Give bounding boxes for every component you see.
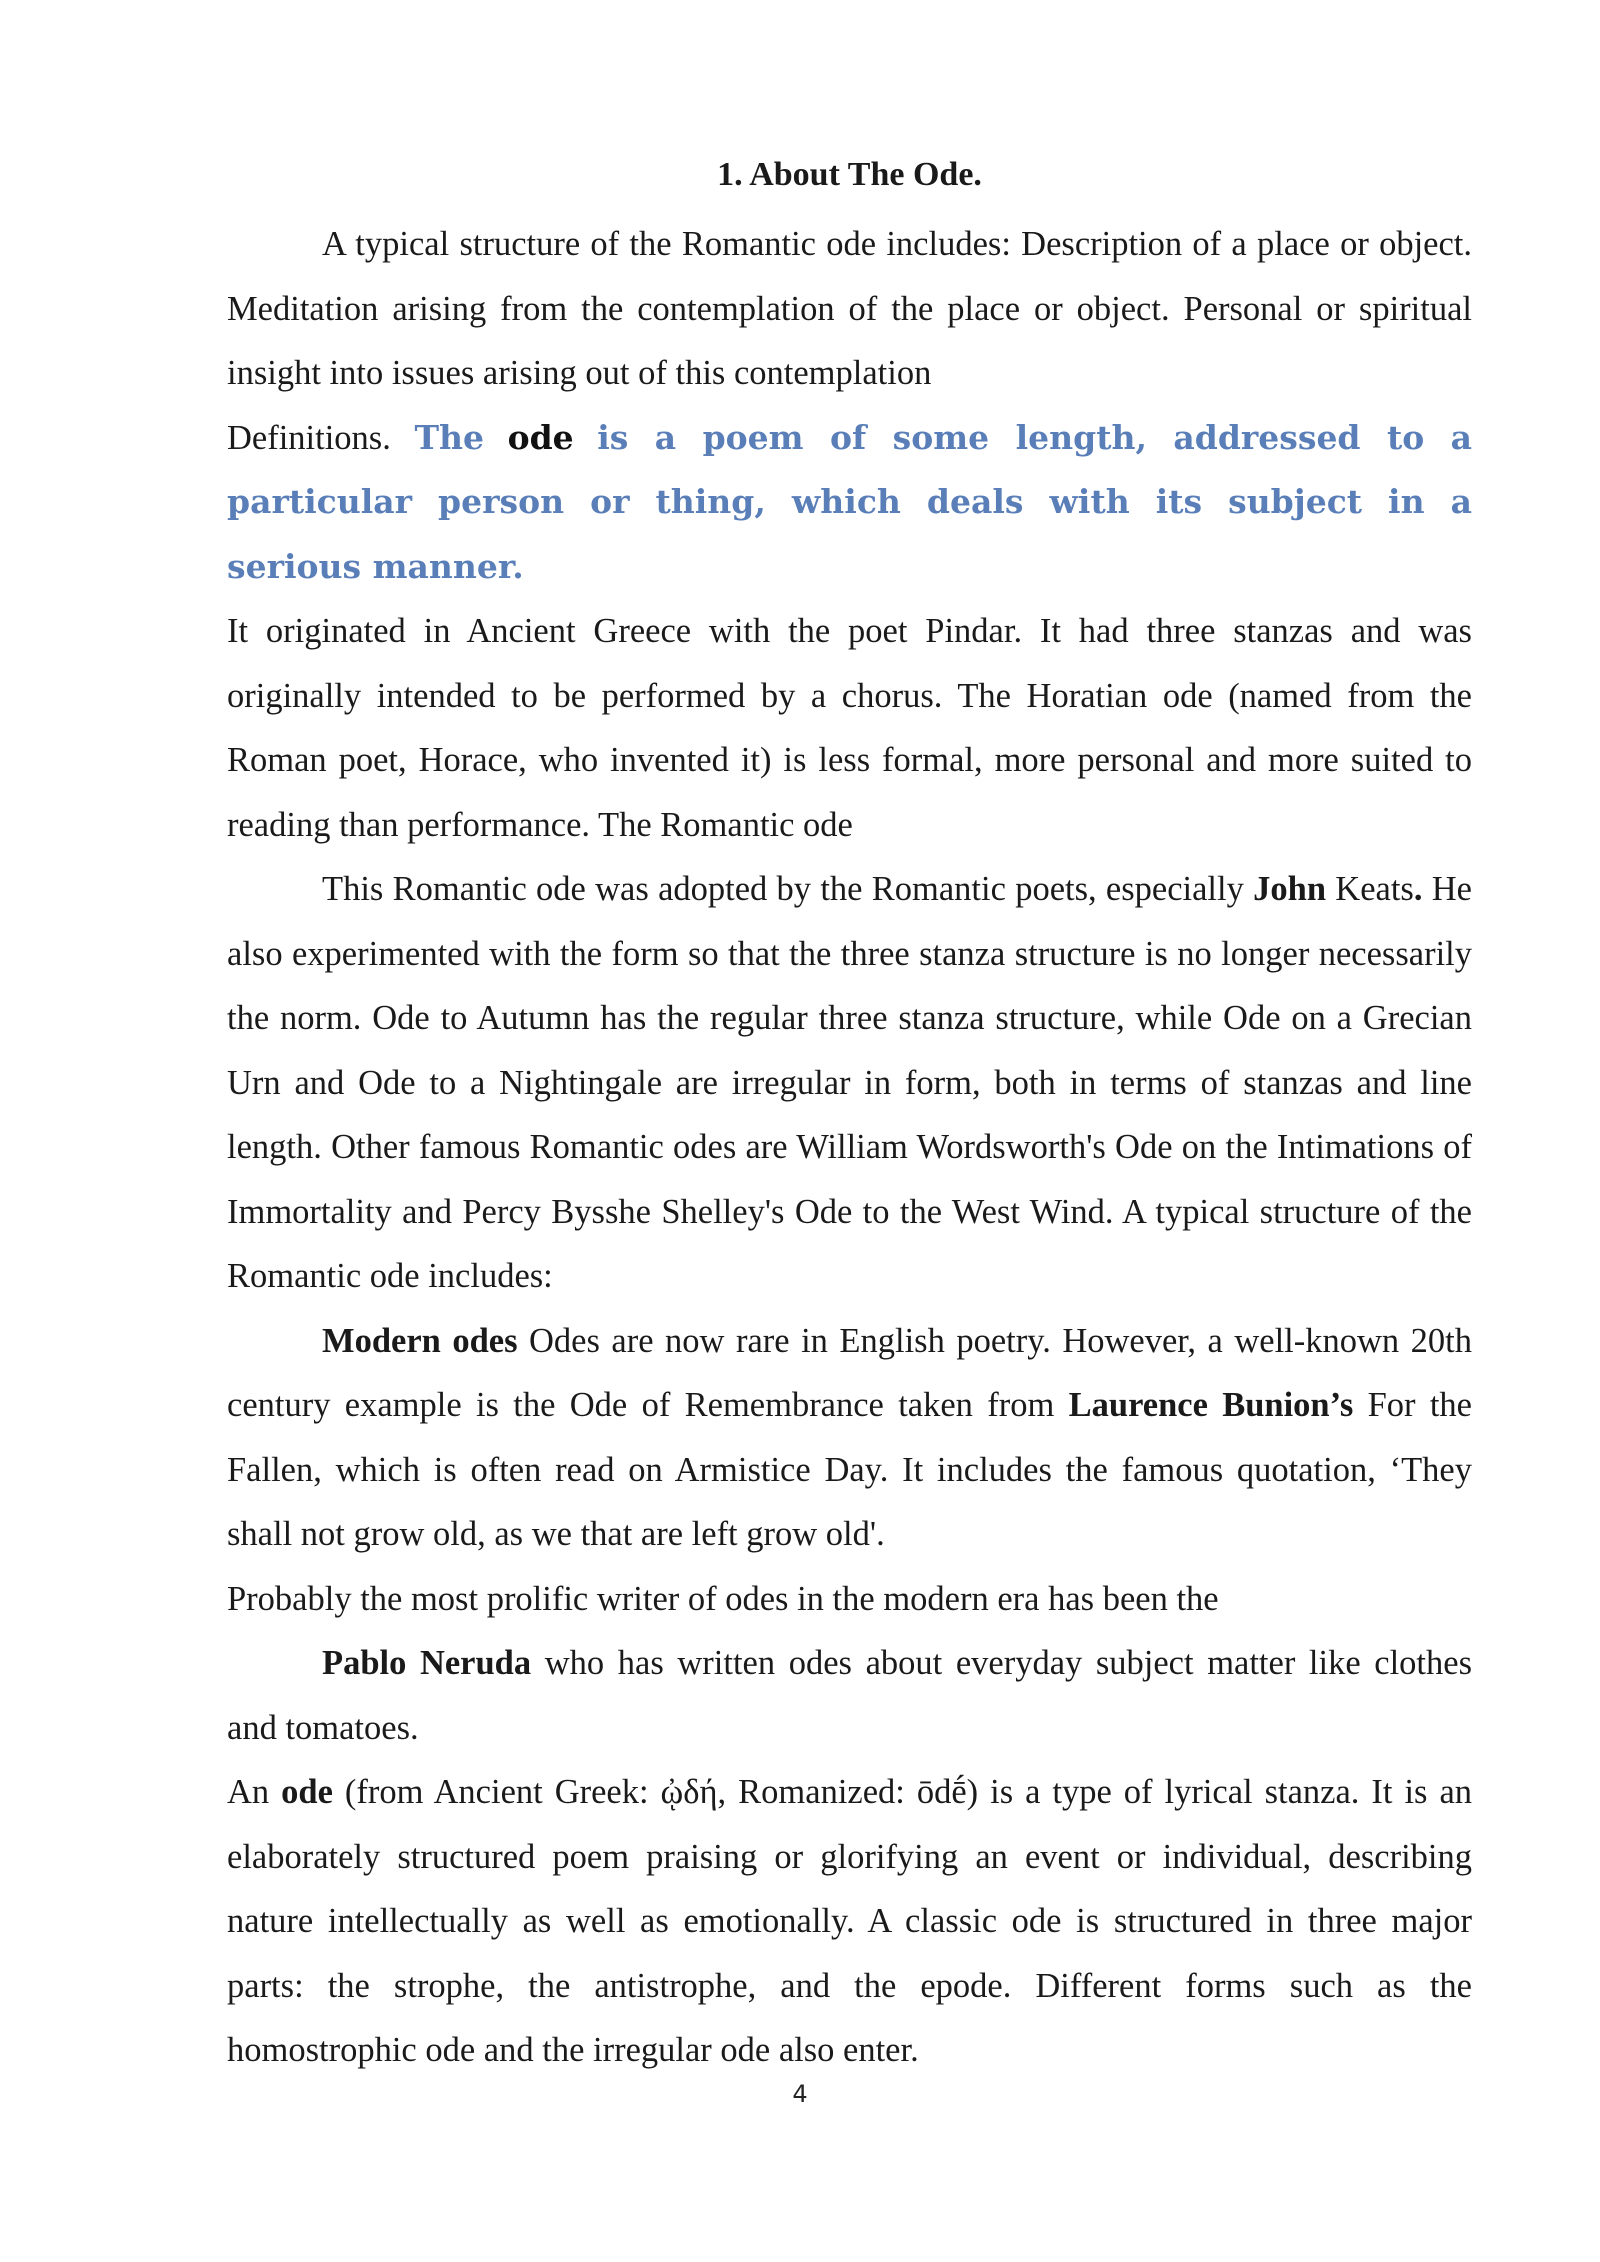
- modern-author: Laurence Bunion’s: [1068, 1386, 1354, 1424]
- romantic-body: He also experimented with the form so that the three stanza structure is no longer necessarily the norm. Ode to Autumn has the regular three stanza structure, while Ode on a Grecian Urn and Ode to a Nightingale are irregular in form, both in terms of stanzas and line length. Other famous Romantic odes are William Wordsworth's Ode on the Intimations of Immortality and Percy Bysshe Shelley's Ode to the West Wind. A typical structure of the Romantic ode includes:: [227, 870, 1472, 1295]
- definition-pre: The: [414, 417, 484, 457]
- paragraph-origin: It originated in Ancient Greece with the poet Pindar. It had three stanzas and was originally intended to be performed by a chorus. The Horatian ode (named from the Roman poet, Horace, who invented it) is less formal, more personal and more suited to reading than performance. The Romantic ode: [227, 612, 1472, 844]
- neruda-body: who has written odes about everyday subject matter like clothes and tomatoes.: [227, 1644, 1472, 1747]
- classic-term: ode: [281, 1773, 333, 1811]
- neruda-name: Pablo Neruda: [322, 1644, 532, 1682]
- paragraph-classic-ode: [227, 1760, 1472, 2083]
- definition-body: is a poem of some length, addressed to a particular person or thing, which deals with its subject in a serious manner.: [227, 417, 1473, 586]
- modern-tail: For the Fallen, which is often read on Armistice Day. It includes the famous quotation, ‘They shall not grow old, as we that are left grow old'.: [227, 1386, 1472, 1553]
- paragraph-definition: [227, 406, 1472, 600]
- romantic-name-keats: Keats: [1335, 870, 1414, 908]
- paragraph-neruda: [227, 1631, 1472, 1760]
- paragraph-structure: A typical structure of the Romantic ode includes: Description of a place or object. Meditation arising from the contemplation of the place or object. Personal or spiritual insight into issues arising out of this contemplation: [227, 225, 1472, 392]
- classic-body: (from Ancient Greek: ᾠδή, Romanized: ōdḗ) is a type of lyrical stanza. It is an elaborately structured poem praising or glorifying an event or individual, describing nature intellectually as well as emotionally. A classic ode is structured in three major parts: the strophe, the antistrophe, and the epode. Different forms such as the homostrophic ode and the irregular ode also enter.: [227, 1773, 1473, 2069]
- modern-body: Odes are now rare in English poetry. However, a well-known 20th century example is the Ode of Remembrance taken from: [227, 1321, 1473, 1424]
- modern-odes-heading: Modern odes: [322, 1321, 518, 1360]
- classic-pre: An: [227, 1773, 270, 1811]
- section-title: 1. About The Ode.: [717, 156, 982, 193]
- romantic-period: .: [1413, 870, 1423, 908]
- definition-lead: Definitions.: [227, 418, 391, 457]
- definition-term: ode: [507, 417, 574, 457]
- paragraph-prolific: Probably the most prolific writer of odes in the modern era has been the: [227, 1579, 1219, 1618]
- romantic-pre: This Romantic ode was adopted by the Romantic poets, especially: [322, 870, 1244, 908]
- romantic-name-john: John: [1253, 870, 1327, 908]
- page-number: 4: [792, 2080, 808, 2108]
- paragraph-romantic: [227, 857, 1472, 1309]
- document-page: [227, 148, 1472, 2083]
- paragraph-modern: [227, 1309, 1472, 1567]
